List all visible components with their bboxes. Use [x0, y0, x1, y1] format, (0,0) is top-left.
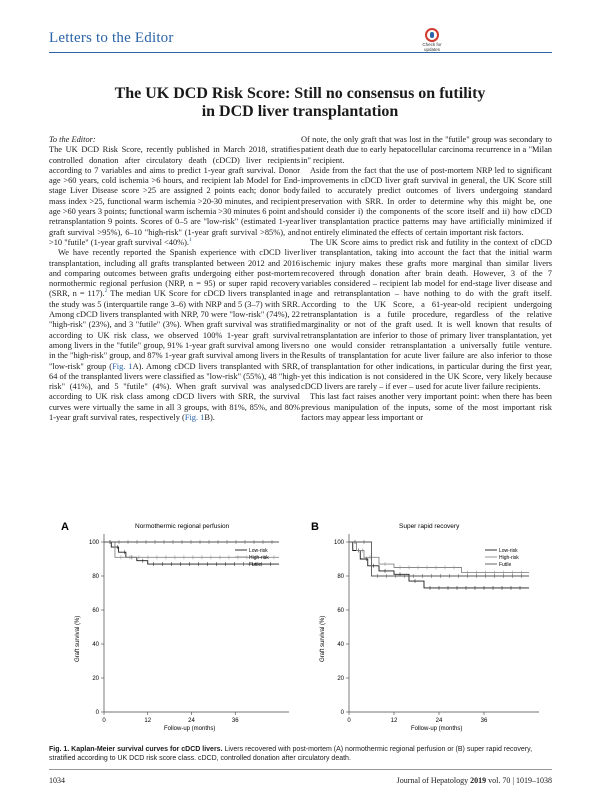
panel-b-letter: B — [311, 521, 319, 533]
ref-2-link[interactable]: 2 — [104, 288, 108, 295]
panel-a-x-ticks — [102, 712, 239, 724]
panel-a-legend-label-1: High-risk — [249, 555, 269, 561]
fig1-link-a[interactable]: Fig. 1 — [112, 361, 133, 371]
figure-1 — [49, 512, 552, 767]
journal-pages: 1019–1038 — [516, 776, 552, 785]
panel-b-ytick-label-5: 0 — [340, 710, 344, 716]
title-line-2: in DCD liver transplantation — [201, 103, 399, 120]
salutation: To the Editor: — [49, 135, 96, 144]
journal-citation — [210, 776, 552, 785]
panel-a — [61, 521, 289, 732]
panel-a-legend-label-0: Low-risk — [249, 548, 268, 554]
right-paragraph-4: This last fact raises another very important point: when there has been previous manipulation of the inputs, some of the most important risk factors may appear less important or — [301, 392, 552, 423]
panel-b-y-ticks — [334, 540, 349, 716]
left-p2b-text: The median UK Score for cDCD livers transplanted in the study was 5 (interquartile range 3–6) with NRP and 5 (3–7) with SRR. Among cDCD livers transplanted with NRP, 70 were "low-risk" (74%), 22 "high-risk" (23%), and 3 "futile" (3%). When graft survival was stratified according to UK risk class, we observed 100% 1-year graft survival among livers in the "futile" group, 91% 1-year graft survival among livers in the "high-risk" group, and 87% 1-year graft survival among livers in the "low-risk" group ( — [49, 289, 300, 371]
section-label: Letters to the Editor — [49, 30, 174, 46]
fig1-link-b[interactable]: Fig. 1 — [184, 413, 205, 423]
panel-a-ylabel: Graft survival (%) — [75, 615, 81, 662]
panel-a-letter: A — [61, 521, 69, 533]
right-paragraph-2: Aside from the fact that the use of post-mortem NRP led to significant improvements in cDCD liver graft survival in general, the UK Score still failed to accurately predict outcomes of livers undergoing standard preservation with SRR. In order to determine why this might be, one should consider i) the components of the score itself and ii) how cDCD liver transplantation practice patterns may have artificially minimized if not entirely eliminated the effects of certain important risk factors. — [301, 165, 552, 237]
panel-b-ytick-label-4: 20 — [337, 676, 344, 682]
journal-name: Journal of Hepatology — [396, 776, 469, 785]
panel-a-xtick-label-2: 24 — [188, 718, 195, 724]
panel-b-ylabel: Graft survival (%) — [320, 615, 326, 662]
right-column — [301, 135, 552, 423]
left-column — [49, 135, 300, 423]
journal-year: 2019 — [470, 776, 487, 785]
figure-caption — [49, 745, 552, 763]
panel-a-xtick-label-0: 0 — [102, 718, 106, 724]
ref-1-link[interactable]: 1 — [189, 237, 192, 244]
panel-a-ytick-label-1: 80 — [92, 574, 99, 580]
check-updates-icon — [425, 28, 439, 42]
panel-b-legend-label-0: Low-risk — [499, 548, 518, 554]
caption-text: Livers recovered with post-mortem (A) normothermic regional perfusion or (B) super rapid recovery, stratified according to UK DCD risk score class. cDCD, controlled donation after circulatory death. — [49, 746, 533, 762]
title-line-1: The UK DCD Risk Score: Still no consensus on futility — [114, 85, 486, 102]
journal-volume: vol. 70 — [488, 776, 511, 785]
article-title — [60, 85, 540, 121]
journal-sep: | — [512, 776, 514, 785]
panel-a-title: Normothermic regional perfusion — [135, 523, 230, 530]
panel-a-ytick-label-2: 60 — [92, 608, 99, 614]
badge-text-line2: updates — [423, 47, 440, 52]
panel-b-ytick-label-2: 60 — [337, 608, 344, 614]
page-number: 1034 — [49, 776, 65, 785]
panel-a-ytick-label-4: 20 — [92, 676, 99, 682]
badge-text-line1: Check for — [422, 42, 442, 47]
footer-rule — [49, 769, 552, 770]
panel-b-x-ticks — [347, 712, 488, 724]
figure-1-svg — [49, 512, 552, 744]
panel-b-ytick-label-0: 100 — [333, 540, 344, 546]
panel-b-legend-label-1: High-risk — [499, 555, 519, 561]
left-p2d-text: B). — [204, 413, 215, 423]
panel-a-legend-label-2: Futile — [249, 562, 262, 568]
panel-b-title: Super rapid recovery — [399, 523, 460, 530]
panel-a-xtick-label-1: 12 — [144, 718, 152, 724]
panel-b-ytick-label-1: 80 — [337, 574, 344, 580]
header-rule — [49, 52, 552, 53]
panel-a-y-ticks — [89, 540, 104, 716]
right-paragraph-3: The UK Score aims to predict risk and futility in the context of cDCD liver transplantation, taking into account the fact that the initial warm ischemic injury makes these grafts more marginal than similar livers recovered through donation after brain death. However, 3 of the 7 variables considered – recipient lab model for end-stage liver disease and age and retransplantation – have nothing to do with the graft itself. According to the UK Score, a 61-year-old recipient undergoing retransplantation is a futile procedure, regardless of the relative marginality or not of the graft used. It is well known that results of retransplantation are inferior to those of primary liver transplantation, yet no one would consider retransplantation a universally futile venture. Results of transplantation for acute liver failure are also inferior to those of transplantation for other indications, in particular during the first year, yet this indication is not considered in the UK Score, very likely because cDCD livers are rarely – if ever – used for acute liver failure recipients. — [301, 237, 552, 392]
panel-b-xtick-label-3: 36 — [480, 718, 488, 724]
panel-b-xlabel: Follow-up (months) — [411, 726, 463, 732]
panel-b-ytick-label-3: 40 — [337, 642, 344, 648]
caption-lead: Fig. 1. Kaplan-Meier survival curves for cDCD livers. — [49, 746, 223, 753]
panel-b-legend — [485, 548, 519, 568]
panel-b-xtick-label-0: 0 — [347, 718, 351, 724]
panel-a-ytick-label-0: 100 — [88, 540, 99, 546]
right-paragraph-1: Of note, the only graft that was lost in the "futile" group was secondary to patient death due to early hepatocellular carcinoma recurrence in a "Milan in" recipient. — [301, 135, 552, 165]
panel-b-legend-label-2: Futile — [499, 562, 512, 568]
left-paragraph-2 — [49, 248, 300, 423]
left-p2c-text: A). Among cDCD livers transplanted with SRR, 64 of the transplanted livers were classified as "low-risk" (55%), 48 "high-risk" (41%), and 5 "futile" (4%). When graft survival was analysed according to UK risk class among cDCD livers with SRR, the survival curves were virtually the same in all 3 groups, with 81%, 85%, and 80% 1-year graft survival rates, respectively ( — [49, 361, 300, 423]
panel-a-ytick-label-3: 40 — [92, 642, 99, 648]
panel-a-ytick-label-5: 0 — [95, 710, 99, 716]
panel-b-xtick-label-2: 24 — [435, 718, 443, 724]
panel-b — [311, 521, 539, 732]
left-p1-text: The UK DCD Risk Score, recently published in March 2018, stratifies controlled donation after circulatory death (cDCD) liver recipients according to 7 variables and aims to predict 1-year graft survival. Donor age >60 years, cold ischemia >6 hours, and recipient lab Model for End-stage Liver Disease score >25 are assigned 2 points each; donor body mass index >25, functional warm ischemia >20-30 minutes, and recipient age >60 years 3 points; functional warm ischemia >30 minutes 6 point and retransplantation 9 points. Scores of 0–5 are "low-risk" (estimated 1-year graft survival >95%), 6–10 "high-risk" (1-year graft survival >85%), and >10 "futile" (1-year graft survival <40%). — [49, 145, 300, 247]
panel-a-xtick-label-3: 36 — [231, 718, 239, 724]
panel-b-xtick-label-1: 12 — [390, 718, 398, 724]
left-paragraph-1 — [49, 145, 300, 248]
left-p2a-text: We have recently reported the Spanish experience with cDCD liver transplantation, including all grafts transplanted between 2012 and 2016 and comparing outcomes between grafts undergoing either post-mortem normothermic regional perfusion (NRP, n = 95) or super rapid recovery (SRR, n = 117). — [49, 248, 300, 299]
panel-a-legend — [235, 548, 269, 568]
check-for-updates-badge[interactable] — [421, 28, 443, 58]
panel-a-xlabel: Follow-up (months) — [164, 726, 216, 732]
